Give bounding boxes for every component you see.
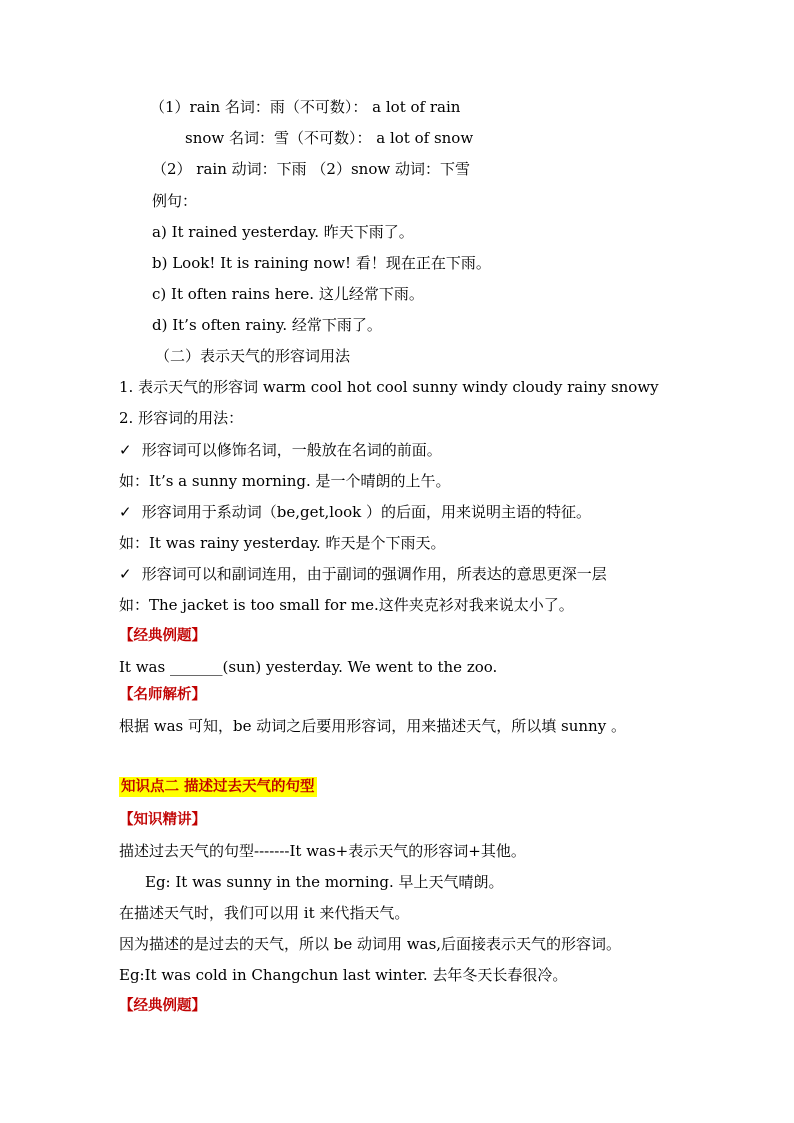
adjective-heading: （二）表示天气的形容词用法 bbox=[155, 347, 351, 365]
example-b: b) Look! It is raining now! 看！现在正在下雨。 bbox=[152, 254, 491, 272]
sentence-pattern: 描述过去天气的句型-------It was+表示天气的形容词+其他。 bbox=[119, 842, 526, 860]
pattern-example-1: Eg: It was sunny in the morning. 早上天气晴朗。 bbox=[145, 873, 504, 891]
check-icon: ✓ bbox=[119, 441, 132, 459]
adjective-usage-item: 2. 形容词的用法： bbox=[119, 409, 244, 427]
examples-label: 例句： bbox=[152, 192, 198, 210]
example-2: 如：It was rainy yesterday. 昨天是个下雨天。 bbox=[119, 534, 446, 552]
rule-1 bbox=[119, 441, 442, 459]
rule-2-text: 形容词用于系动词（be,get,look ）的后面，用来说明主语的特征。 bbox=[141, 503, 592, 521]
rule-3-text: 形容词可以和副词连用，由于副词的强调作用，所表达的意思更深一层 bbox=[141, 565, 607, 583]
adjective-list-item: 1. 表示天气的形容词 warm cool hot cool sunny windy cloudy rainy snowy bbox=[119, 378, 659, 396]
example-a: a) It rained yesterday. 昨天下雨了。 bbox=[152, 223, 414, 241]
check-icon: ✓ bbox=[119, 565, 132, 583]
rule-1-text: 形容词可以修饰名词，一般放在名词的前面。 bbox=[141, 441, 442, 459]
teacher-analysis-label: 【名师解析】 bbox=[119, 687, 206, 703]
knowledge-point-title: 知识点二 描述过去天气的句型 bbox=[121, 779, 315, 795]
verb-usage-line: （2） rain 动词：下雨 （2）snow 动词：下雪 bbox=[152, 160, 470, 178]
rule-3 bbox=[119, 565, 607, 583]
it-usage-note: 在描述天气时，我们可以用 it 来代指天气。 bbox=[119, 904, 410, 922]
example-1: 如：It’s a sunny morning. 是一个晴朗的上午。 bbox=[119, 472, 451, 490]
check-icon: ✓ bbox=[119, 503, 132, 521]
was-usage-note: 因为描述的是过去的天气，所以 be 动词用 was,后面接表示天气的形容词。 bbox=[119, 935, 622, 953]
classic-example-label-2: 【经典例题】 bbox=[119, 998, 206, 1014]
rain-noun-line: （1）rain 名词：雨（不可数）： a lot of rain bbox=[150, 98, 461, 116]
pattern-example-2: Eg:It was cold in Changchun last winter. 去年冬天长春很冷。 bbox=[119, 966, 568, 984]
example-c: c) It often rains here. 这儿经常下雨。 bbox=[152, 285, 424, 303]
classic-example-label: 【经典例题】 bbox=[119, 628, 206, 644]
example-3: 如：The jacket is too small for me.这件夹克衫对我来说太小了。 bbox=[119, 596, 574, 614]
snow-noun-line: snow 名词：雪（不可数）： a lot of snow bbox=[185, 129, 474, 147]
teacher-analysis-text: 根据 was 可知，be 动词之后要用形容词，用来描述天气，所以填 sunny 。 bbox=[119, 717, 626, 735]
example-d: d) It’s often rainy. 经常下雨了。 bbox=[152, 316, 382, 334]
rule-2 bbox=[119, 503, 591, 521]
example-question: It was _______(sun) yesterday. We went to the zoo. bbox=[119, 658, 498, 676]
knowledge-explanation-label: 【知识精讲】 bbox=[119, 812, 206, 828]
